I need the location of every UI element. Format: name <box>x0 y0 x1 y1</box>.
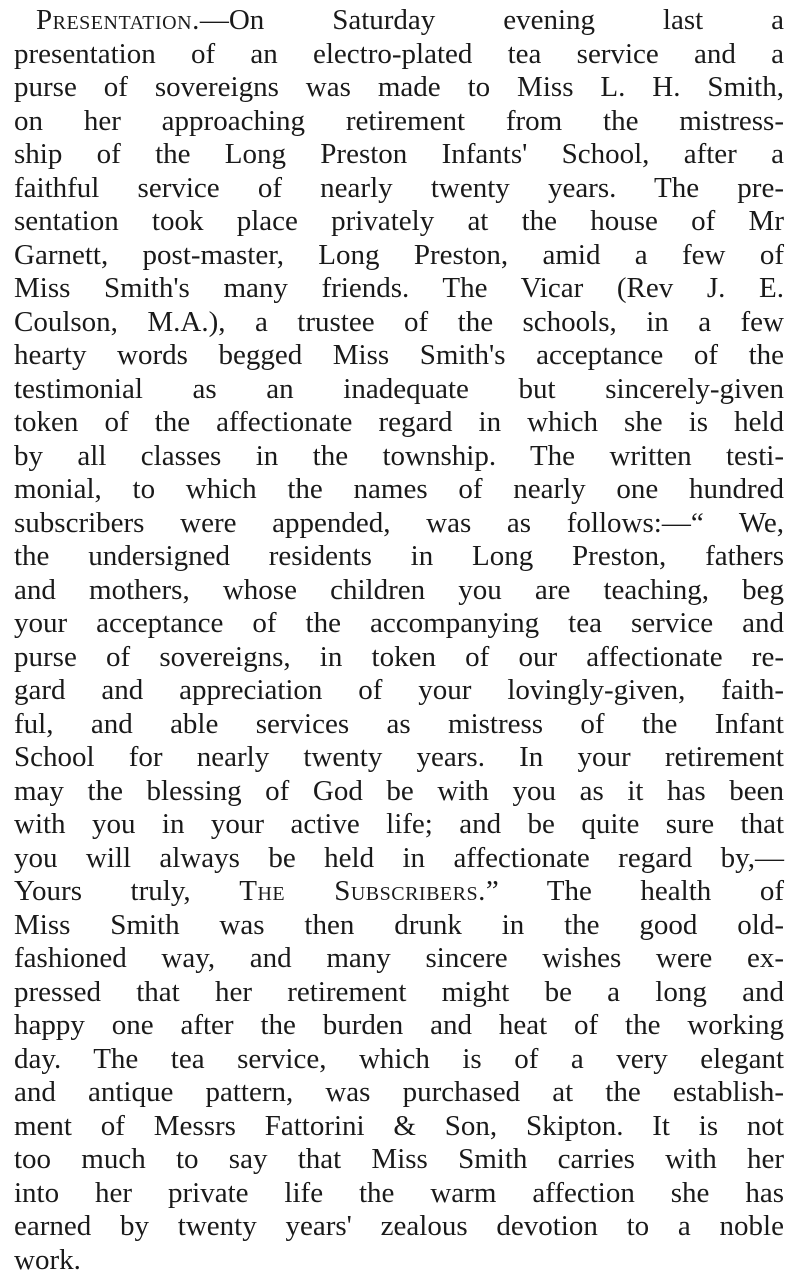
article-line-signature <box>14 875 784 909</box>
article-line: token of the affectionate regard in which she is held <box>14 406 784 440</box>
article-line: ment of Messrs Fattorini & Son, Skipton. It is not <box>14 1110 784 1144</box>
article-line: purse of sovereigns was made to Miss L. H. Smith, <box>14 71 784 105</box>
article-line: and mothers, whose children you are teaching, beg <box>14 574 784 608</box>
article-line: subscribers were appended, was as follows:—“ We, <box>14 507 784 541</box>
signature-prefix: Yours truly, <box>14 875 239 907</box>
article-line: Miss Smith was then drunk in the good old- <box>14 909 784 943</box>
article-line: Garnett, post-master, Long Preston, amid a few of <box>14 239 784 273</box>
article-line: presentation of an electro-plated tea service and a <box>14 38 784 72</box>
article-line: into her private life the warm affection she has <box>14 1177 784 1211</box>
article-line: purse of sovereigns, in token of our affectionate re- <box>14 641 784 675</box>
article-line: hearty words begged Miss Smith's acceptance of the <box>14 339 784 373</box>
article-line: Miss Smith's many friends. The Vicar (Rev J. E. <box>14 272 784 306</box>
article-line: the undersigned residents in Long Preston, fathers <box>14 540 784 574</box>
article-line: your acceptance of the accompanying tea service and <box>14 607 784 641</box>
article-line: day. The tea service, which is of a very elegant <box>14 1043 784 1077</box>
signature-suffix: ” The health of <box>486 875 784 907</box>
article-line-1 <box>14 4 784 38</box>
article-line: ful, and able services as mistress of the Infant <box>14 708 784 742</box>
article-line: on her approaching retirement from the mistress- <box>14 105 784 139</box>
article-line: gard and appreciation of your lovingly-given, faith- <box>14 674 784 708</box>
article-line: pressed that her retirement might be a long and <box>14 976 784 1010</box>
article-line: happy one after the burden and heat of the working <box>14 1009 784 1043</box>
article-line: by all classes in the township. The written testi- <box>14 440 784 474</box>
signature-subscribers: The Subscribers. <box>239 875 486 907</box>
newspaper-article <box>14 4 784 1277</box>
article-line: testimonial as an inadequate but sincerely-given <box>14 373 784 407</box>
article-line-final: work. <box>14 1244 784 1277</box>
article-line: monial, to which the names of nearly one hundred <box>14 473 784 507</box>
article-line: fashioned way, and many sincere wishes were ex- <box>14 942 784 976</box>
article-line: School for nearly twenty years. In your retirement <box>14 741 784 775</box>
article-line: may the blessing of God be with you as it has been <box>14 775 784 809</box>
article-line: with you in your active life; and be quite sure that <box>14 808 784 842</box>
article-line: earned by twenty years' zealous devotion to a noble <box>14 1210 784 1244</box>
article-line: sentation took place privately at the house of Mr <box>14 205 784 239</box>
article-line: and antique pattern, was purchased at the establish- <box>14 1076 784 1110</box>
article-line: you will always be held in affectionate regard by,— <box>14 842 784 876</box>
article-heading: Presentation. <box>36 4 200 36</box>
article-line: faithful service of nearly twenty years. The pre- <box>14 172 784 206</box>
article-line: too much to say that Miss Smith carries with her <box>14 1143 784 1177</box>
article-line-text: —On Saturday evening last a <box>200 4 784 36</box>
article-line: Coulson, M.A.), a trustee of the schools, in a few <box>14 306 784 340</box>
article-line: ship of the Long Preston Infants' School, after a <box>14 138 784 172</box>
